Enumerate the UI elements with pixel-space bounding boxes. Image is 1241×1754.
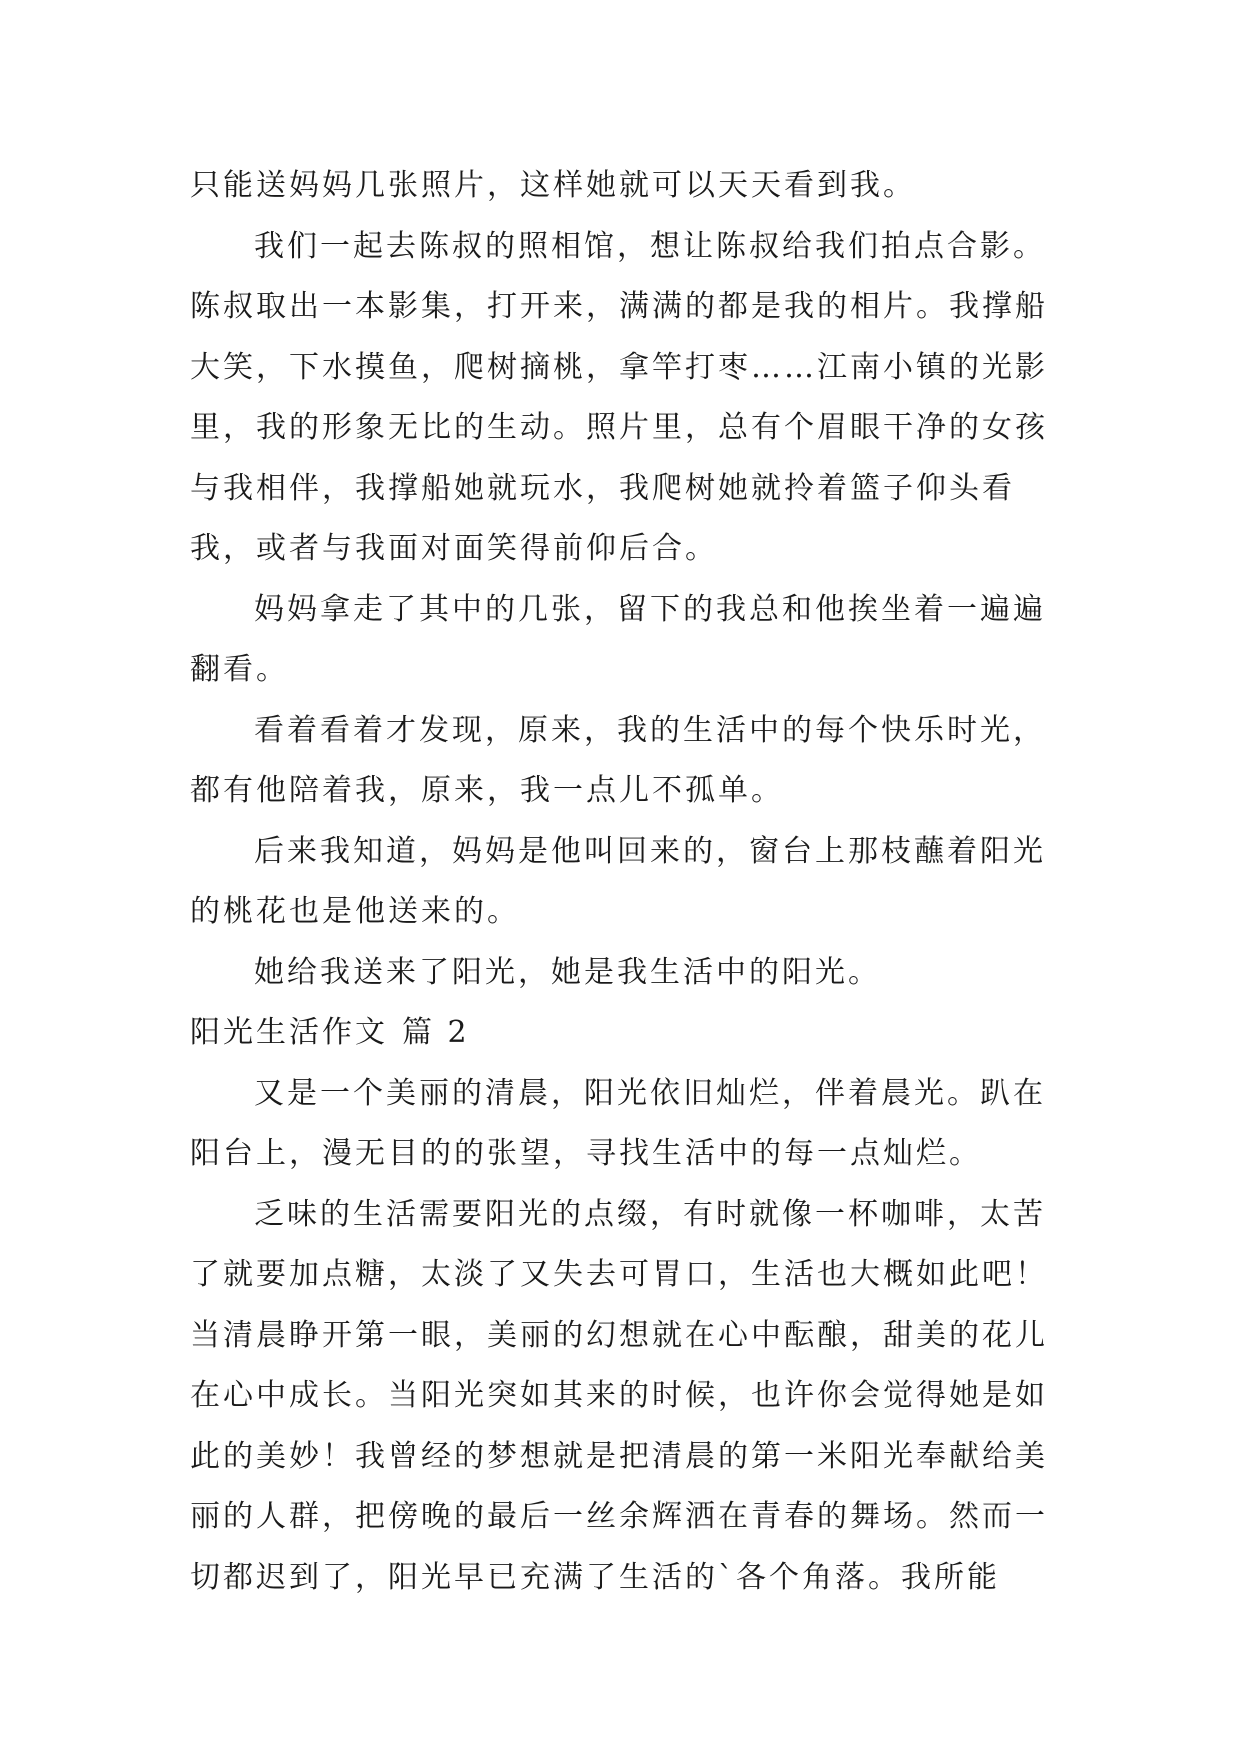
paragraph-discovery: 看着看着才发现，原来，我的生活中的每个快乐时光，都有他陪着我，原来，我一点儿不孤单。 bbox=[190, 712, 1046, 808]
paragraph-mother-photos: 妈妈拿走了其中的几张，留下的我总和他挨坐着一遍遍翻看。 bbox=[190, 591, 1046, 687]
document-body bbox=[190, 156, 1070, 1608]
paragraph-photo-studio: 我们一起去陈叔的照相馆，想让陈叔给我们拍点合影。陈叔取出一本影集，打开来，满满的都是我的相片。我撑船大笑，下水摸鱼，爬树摘桃，拿竿打枣……江南小镇的光影里，我的形象无比的生动。照片里，总有个眉眼干净的女孩与我相伴，我撑船她就玩水，我爬树她就拎着篮子仰头看我，或者与我面对面笑得前仰后合。 bbox=[190, 228, 1048, 566]
section-number: 篇 2 bbox=[402, 1015, 470, 1050]
paragraph-continuation: 只能送妈妈几张照片，这样她就可以天天看到我。 bbox=[190, 168, 916, 203]
paragraph-sunshine: 她给我送来了阳光，她是我生活中的阳光。 bbox=[254, 954, 881, 990]
paragraph-dull-life: 乏味的生活需要阳光的点缀，有时就像一杯咖啡，太苦了就要加点糖，太淡了又失去可胃口，生活也大概如此吧！当清晨睁开第一眼，美丽的幻想就在心中酝酿，甜美的花儿在心中成长。当阳光突如其来的时候，也许你会觉得她是如此的美妙！我曾经的梦想就是把清晨的第一米阳光奉献给美丽的人群，把傍晚的最后一丝余辉洒在青春的舞场。然而一切都迟到了，阳光早已充满了生活的`各个角落。我所能 bbox=[190, 1196, 1048, 1595]
paragraph-later: 后来我知道，妈妈是他叫回来的，窗台上那枝蘸着阳光的桃花也是他送来的。 bbox=[190, 833, 1046, 929]
section-title: 阳光生活作文 bbox=[190, 1015, 388, 1050]
section-heading bbox=[190, 1003, 1070, 1064]
paragraph-morning: 又是一个美丽的清晨，阳光依旧灿烂，伴着晨光。趴在阳台上，漫无目的的张望，寻找生活中的每一点灿烂。 bbox=[190, 1075, 1046, 1171]
